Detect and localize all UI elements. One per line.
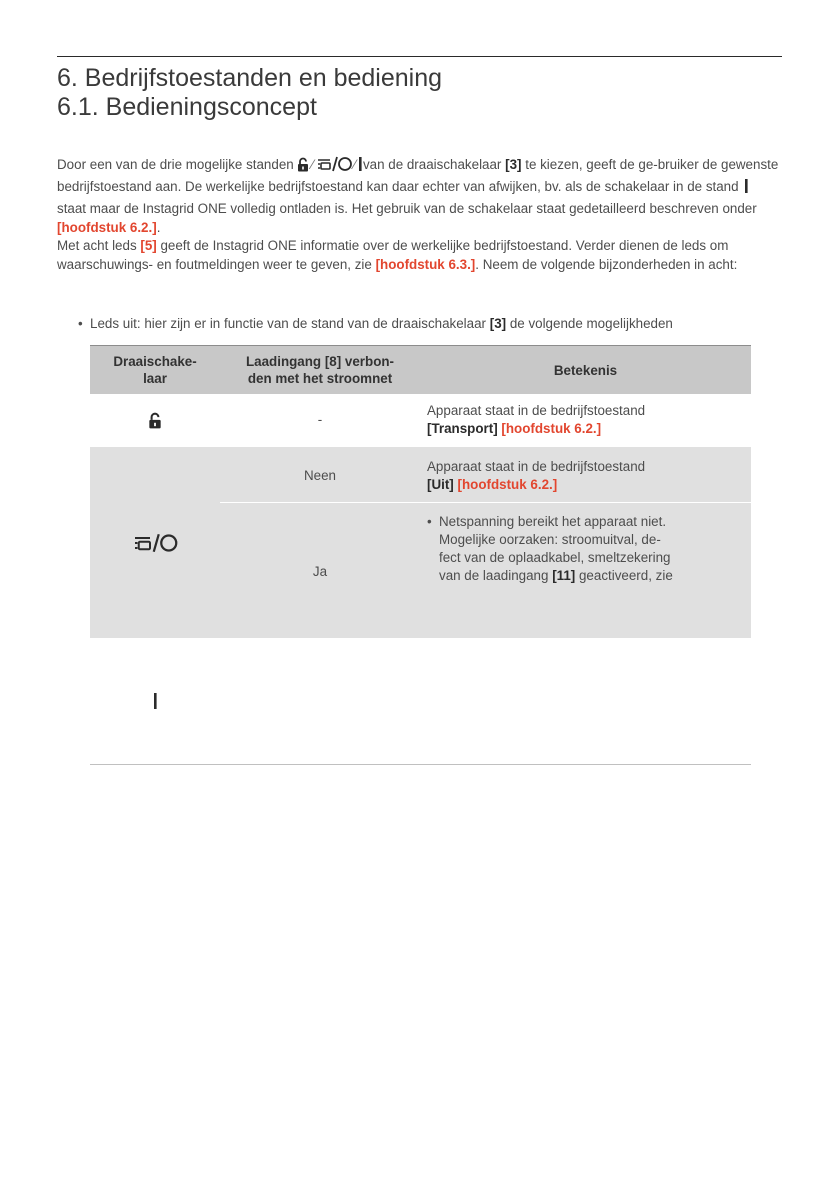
header-meaning: Betekenis — [553, 362, 618, 378]
paragraph-switch-positions: Door een van de drie mogelijke standen ⁄ ⁄ van de draaischakelaar [3] te kiezen, geeft de ge-bruiker de gewenste bedrijfstoestand aan. De werkelijke bedrijfstoestand kan daar echter van afwijken, bv. als de schakelaar in de stand staat maar de Instagrid ONE volledig ontladen is. Het gebruik van de schakelaar staat gedetailleerd beschreven onder [hoofdstuk 6.2.]. — [57, 157, 779, 235]
on-bar-icon — [90, 638, 220, 764]
top-rule — [57, 56, 782, 57]
chapter-title: 6. Bedrijfstoestanden en bediening — [57, 64, 443, 92]
header-switch: Draaischake-laar — [113, 354, 197, 386]
table-row-off — [90, 447, 751, 638]
cell-connected: - — [317, 412, 323, 427]
cell-meaning-no: Apparaat staat in de bedrijfstoestand [Uit] [hoofdstuk 6.2.] — [427, 459, 646, 492]
on-bar-icon — [742, 178, 750, 199]
header-connected: Laadingang [8] verbon-den met het stroomnet — [245, 354, 395, 386]
table-header — [90, 345, 751, 395]
link-chapter-6-2[interactable]: [hoofdstuk 6.2.] — [501, 421, 602, 436]
lock-open-icon — [297, 157, 309, 177]
table-bottom-rule — [90, 764, 751, 765]
lock-open-icon — [90, 394, 220, 447]
link-chapter-6-3[interactable]: [hoofdstuk 6.3.] — [375, 257, 476, 272]
cell-connected-no: Neen — [303, 468, 336, 483]
link-chapter-6-2[interactable]: [hoofdstuk 6.2.] — [57, 220, 157, 235]
table-row-transport — [90, 394, 751, 447]
battery-off-icon — [316, 156, 352, 177]
subrow-separator — [220, 502, 751, 503]
cell-meaning: Apparaat staat in de bedrijfstoestand [Transport] [hoofdstuk 6.2.] — [427, 403, 646, 436]
link-chapter-6-2[interactable]: [hoofdstuk 6.2.] — [457, 477, 558, 492]
battery-off-icon — [90, 447, 220, 638]
cell-meaning-yes: • Netspanning bereikt het apparaat niet. Mogelijke oorzaken: stroomuitval, de- fect van de oplaadkabel, smeltzekering van de laadingang [11] geactiveerd, zie — [427, 514, 673, 583]
paragraph-leds: Met acht leds [5] geeft de Instagrid ONE informatie over de werkelijke bedrijfstoestand. Verder dienen de leds om waarschuwings- en foutmeldingen weer te geven, zie [hoofdstuk 6.3.]. Neem de volgende bijzonderheden in acht: — [57, 238, 738, 272]
bullet-leds-off: • Leds uit: hier zijn er in functie van de stand van de draaischakelaar [3] de volgende mogelijkheden — [78, 316, 673, 331]
cell-connected-yes: Ja — [312, 564, 328, 579]
section-title: 6.1. Bedieningsconcept — [57, 93, 317, 121]
